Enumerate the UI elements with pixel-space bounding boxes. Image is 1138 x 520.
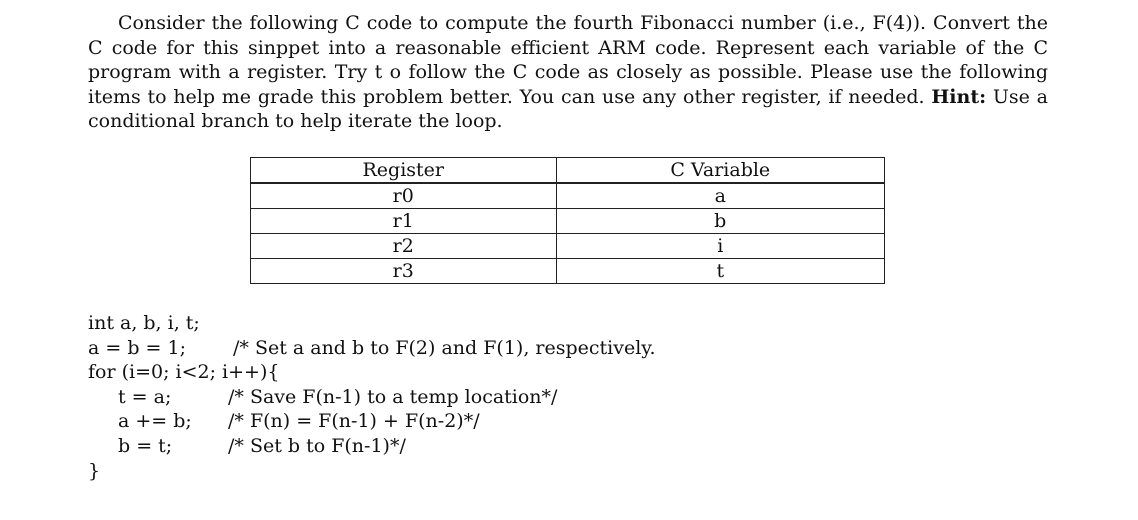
- hint-text: Use a conditional branch to help iterate the loop.: [88, 85, 1048, 133]
- code-comment: /* F(n) = F(n-1) + F(n-2)*/: [228, 410, 480, 433]
- code-comment: /* Set a and b to F(2) and F(1), respectively.: [233, 336, 656, 359]
- register-cell: r1: [251, 209, 557, 234]
- variable-cell: b: [556, 209, 884, 234]
- hint-label: Hint:: [931, 85, 987, 108]
- table-header-row: [251, 158, 885, 184]
- header-register: Register: [251, 158, 557, 184]
- register-cell: r0: [251, 183, 557, 209]
- code-comment: /* Set b to F(n-1)*/: [228, 434, 406, 457]
- code-statement: b = t;: [118, 434, 173, 457]
- header-c-variable: C Variable: [556, 158, 884, 184]
- code-comment: /* Save F(n-1) to a temp location*/: [228, 385, 558, 408]
- code-statement: a = b = 1;: [88, 336, 186, 359]
- register-mapping-table: [250, 157, 885, 284]
- register-cell: r2: [251, 234, 557, 259]
- code-statement: a += b;: [118, 410, 192, 433]
- variable-cell: a: [556, 183, 884, 209]
- code-statement: for (i=0; i<2; i++){: [88, 361, 280, 384]
- code-statement: t = a;: [118, 385, 172, 408]
- code-statement: int a, b, i, t;: [88, 312, 200, 334]
- table-row: [251, 234, 885, 259]
- variable-cell: i: [556, 234, 884, 259]
- code-statement: }: [88, 459, 101, 482]
- variable-cell: t: [556, 259, 884, 284]
- table-row: [251, 183, 885, 209]
- problem-intro: Consider the following C code to compute the fourth Fibonacci number (i.e., F(4)). Convert the C code for this sinppet into a reasonable efficient ARM code. Represent each variable of the C program with a register. Try t o follow the C code as closely as possible. Please use the following items to help me grade this problem better. You can use any other register, if needed.: [88, 12, 1048, 108]
- problem-statement: [88, 11, 1048, 134]
- table-row: [251, 209, 885, 234]
- table-row: [251, 259, 885, 284]
- register-cell: r3: [251, 259, 557, 284]
